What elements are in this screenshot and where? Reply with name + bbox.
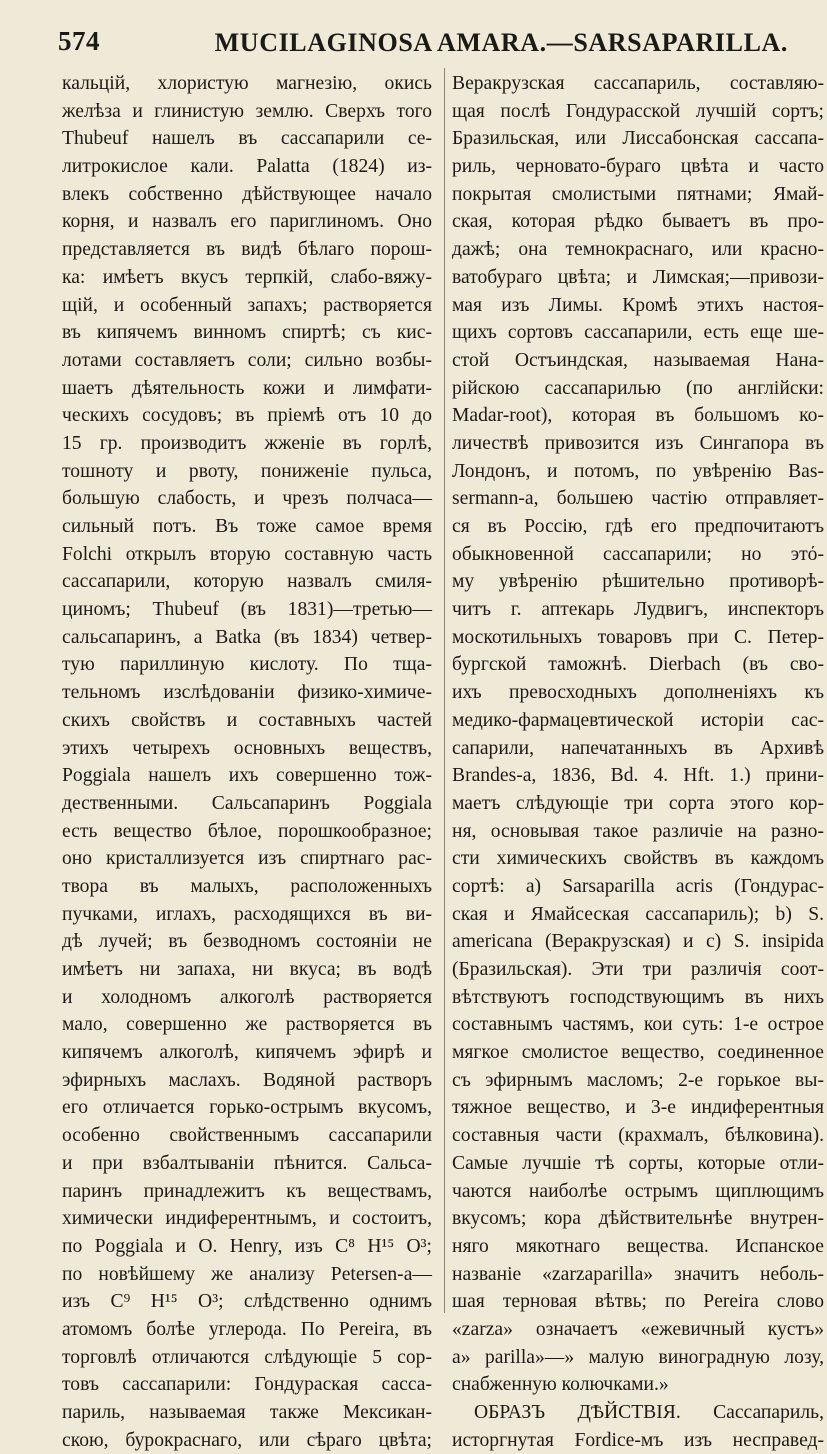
text-line: химически индиферентнымъ, и состоитъ, (62, 1208, 432, 1230)
text-line: сти химическихъ свойствъ въ каждомъ (452, 848, 824, 870)
text-line: париль, называемая также Мексикан- (62, 1402, 432, 1423)
text-line: его отличается горько-острымъ вкусомъ, (62, 1097, 432, 1119)
text-line: особенно свойственнымъ сассапарили (62, 1125, 432, 1147)
text-line: вѣтствуютъ господствующимъ въ нихъ (452, 986, 824, 1008)
text-line: сильный потъ. Въ тоже самое время (62, 516, 432, 537)
text-line: читъ г. аптекарь Лудвигъ, инспекторъ (452, 599, 824, 621)
text-line: эфирныхъ маслахъ. Водяной растворъ (62, 1069, 432, 1091)
running-title: MUCILAGINOSA AMARA.—SARSAPARILLA. (214, 28, 788, 57)
text-line: изъ C⁹ H¹⁵ O³; слѣдственно однимъ (62, 1291, 432, 1313)
text-line: бургской таможнѣ. Dierbach (въ сво- (452, 654, 824, 676)
text-line: представляется въ видѣ бѣлаго порош- (62, 239, 432, 261)
text-line: дѣ лучей; въ безводномъ состояніи не (62, 931, 432, 953)
text-line: медико-фармацевтической исторіи сас- (452, 709, 824, 731)
text-line: литрокислое кали. Palatta (1824) из- (62, 156, 432, 178)
text-line: мягкое смолистое вещество, соединенное (452, 1042, 824, 1064)
page-header (58, 26, 798, 62)
text-line: Folchi открылъ вторую составную часть (62, 543, 432, 565)
text-line: тошноту и рвоту, пониженіе пульса, (62, 460, 432, 482)
text-line: риль, черновато-бураго цвѣта и часто (452, 156, 824, 178)
text-line: ихъ превосходныхъ дополненіяхъ къ (452, 682, 824, 704)
text-line: тую париллиную кислоту. По тща- (62, 654, 432, 676)
text-line: сортѣ: a) Sarsaparilla acris (Гондурас- (452, 875, 824, 897)
text-line: шая терновая вѣтвь; по Pereira слово (452, 1291, 824, 1313)
text-line: ка: имѣетъ вкусъ терпкій, слабо-вяжу- (62, 266, 432, 288)
text-line: щій, и особенный запахъ; растворяется (62, 294, 432, 316)
text-line: Лондонъ, и потомъ, по увѣренію Bas- (452, 460, 824, 482)
text-line: а» parilla»—» малую виноградную лозу, (452, 1346, 824, 1368)
text-line: скою, бурокраснаго, или сѣраго цвѣта; (62, 1429, 432, 1451)
text-line: москотильныхъ товаровъ при С. Петер- (452, 626, 824, 648)
text-line: по новѣйшему же анализу Petersen-a— (62, 1263, 432, 1285)
text-line: этихъ четырехъ основныхъ веществъ, (62, 737, 432, 759)
text-line: исторгнутая Fordice-мъ изъ несправед- (452, 1429, 824, 1451)
text-line: шаетъ дѣятельность кожи и лимфати- (62, 377, 432, 399)
text-line: и холодномъ алкоголѣ растворяется (62, 986, 432, 1008)
text-line: пучками, иглахъ, расходящихся въ ви- (62, 903, 432, 925)
text-line: (Бразильская). Эти три различія соот- (452, 959, 824, 980)
text-line: ОБРАЗЪ ДѢЙСТВІЯ. Сассапариль, (474, 1402, 824, 1423)
text-line: мало, совершенно же растворяется въ (62, 1014, 432, 1036)
text-line: большую слабость, и чрезъ полчаса— (62, 488, 432, 510)
text-line: щая послѣ Гондурасской лучшій сортъ; (452, 100, 824, 122)
text-line: ческихъ сосудовъ; въ пріемѣ отъ 10 до (62, 405, 432, 427)
text-line: Madar-root), которая въ большомъ ко- (452, 405, 824, 427)
right-text-column (452, 70, 824, 1454)
text-line: Бразильская, или Лиссабонская сассапа- (452, 128, 824, 150)
text-line: составнымъ частямъ, кои суть: 1-е острое (452, 1014, 824, 1036)
text-line: Самые лучшіе тѣ сорты, которые отли- (452, 1152, 824, 1174)
text-line: няго мякотнаго вещества. Испанское (452, 1235, 824, 1257)
text-line: тельномъ изслѣдованіи физико-химиче- (62, 682, 432, 704)
text-line: ня, основывая такое различіе на разно- (452, 820, 824, 842)
text-line: стой Остъиндская, называемая Нана- (452, 349, 824, 371)
text-line: имѣетъ ни запаха, ни вкуса; въ водѣ (62, 959, 432, 980)
text-line: сапарили, напечатанныхъ въ Архивѣ (452, 737, 824, 759)
text-line: sermann-a, большею частію отправляет- (452, 488, 824, 510)
text-line: торговлѣ отличаются слѣдующіе 5 сор- (62, 1346, 432, 1368)
text-line: ватобураго цвѣта; и Лимская;—привози- (452, 266, 824, 288)
text-line: Thubeuf нашелъ въ сассапарили се- (62, 128, 432, 150)
text-line: Brandes-a, 1836, Bd. 4. Hft. 1.) прини- (452, 765, 824, 787)
text-line: тяжное вещество, и 3-е индиферентныя (452, 1097, 824, 1119)
text-line: рійскою сассапарилью (по англійски: (452, 377, 824, 399)
text-line: есть вещество бѣлое, порошкообразное; (62, 820, 432, 842)
column-divider (444, 68, 445, 1313)
left-text-column (62, 70, 432, 1454)
text-line: лотами составляетъ соли; сильно возбы- (62, 349, 432, 371)
text-line: въ кипячемъ винномъ спиртѣ; съ кис- (62, 322, 432, 344)
text-line: циномъ; Thubeuf (въ 1831)—третью— (62, 599, 432, 621)
text-line: чаются наиболѣе острымъ щиплющимъ (452, 1180, 824, 1202)
text-line: дажѣ; она темнокраснаго, или красно- (452, 239, 824, 261)
text-line: ская и Ямайсеская сассапариль); b) S. (452, 903, 824, 925)
text-line: по Poggiala и O. Henry, изъ C⁸ H¹⁵ O³; (62, 1235, 432, 1257)
text-line: ся въ Россію, гдѣ его предпочитаютъ (452, 516, 824, 537)
text-line: паринъ принадлежитъ къ веществамъ, (62, 1180, 432, 1202)
text-line: кипячемъ алкоголѣ, кипячемъ эфирѣ и (62, 1042, 432, 1064)
text-line: съ эфирнымъ масломъ; 2-е горькое вы- (452, 1069, 824, 1091)
text-line: оно кристаллизуется изъ спиртнаго рас- (62, 848, 432, 870)
text-line: щихъ сортовъ сассапарили, есть еще ше- (452, 322, 824, 344)
text-line: названіе «zarzaparilla» значитъ неболь- (452, 1263, 824, 1285)
text-line: и при взбалтываніи пѣнится. Сальса- (62, 1152, 432, 1174)
text-line: му увѣренію рѣшительно противорѣ- (452, 571, 824, 593)
text-line: личествѣ привозится изъ Сингапора въ (452, 432, 824, 454)
text-line: атомомъ болѣе углерода. По Pereira, въ (62, 1318, 432, 1340)
text-line: товъ сассапарили: Гондураская сасса- (62, 1374, 432, 1396)
text-line: ская, которая рѣдко бываетъ въ про- (452, 211, 824, 233)
text-line: сальсапаринъ, а Batka (въ 1834) четвер- (62, 626, 432, 648)
text-line: вкусомъ; кора дѣйствительнѣе внутрен- (452, 1208, 824, 1230)
text-line: покрытая смолистыми пятнами; Ямай- (452, 183, 824, 205)
text-line: твора въ малыхъ, расположенныхъ (62, 875, 432, 897)
text-line: скихъ свойствъ и составныхъ частей (62, 709, 432, 731)
text-line: 15 гр. производитъ жженіе въ горлѣ, (62, 432, 432, 454)
text-line: корня, и назвалъ его париглиномъ. Оно (62, 211, 432, 233)
text-line: Веракрузская сассапариль, составляю- (452, 73, 824, 94)
text-line: маетъ слѣдующіе три сорта этого кор- (452, 792, 824, 814)
text-line: влекъ собственно дѣйствующее начало (62, 183, 432, 205)
text-line: кальцій, хлористую магнезію, окись (62, 73, 432, 94)
text-line: Poggiala нашелъ ихъ совершенно тож- (62, 765, 432, 787)
text-line: снабженную колючками.» (452, 1374, 669, 1396)
text-line: сассапарили, которую назвалъ смиля- (62, 571, 432, 593)
text-line: составныя части (крахмалъ, бѣлковина). (452, 1125, 824, 1147)
text-line: обыкновенной сассапарили; но этό- (452, 543, 824, 565)
text-line: americana (Веракрузская) и c) S. insipida (452, 931, 824, 953)
text-line: желѣза и глинистую землю. Сверхъ того (62, 100, 432, 122)
text-line: дественными. Сальсапаринъ Poggiala (62, 792, 432, 814)
text-line: мая изъ Лимы. Кромѣ этихъ настоя- (452, 294, 824, 316)
text-line: «zarza» означаетъ «ежевичный кустъ» (452, 1318, 824, 1340)
page-number: 574 (58, 26, 100, 56)
